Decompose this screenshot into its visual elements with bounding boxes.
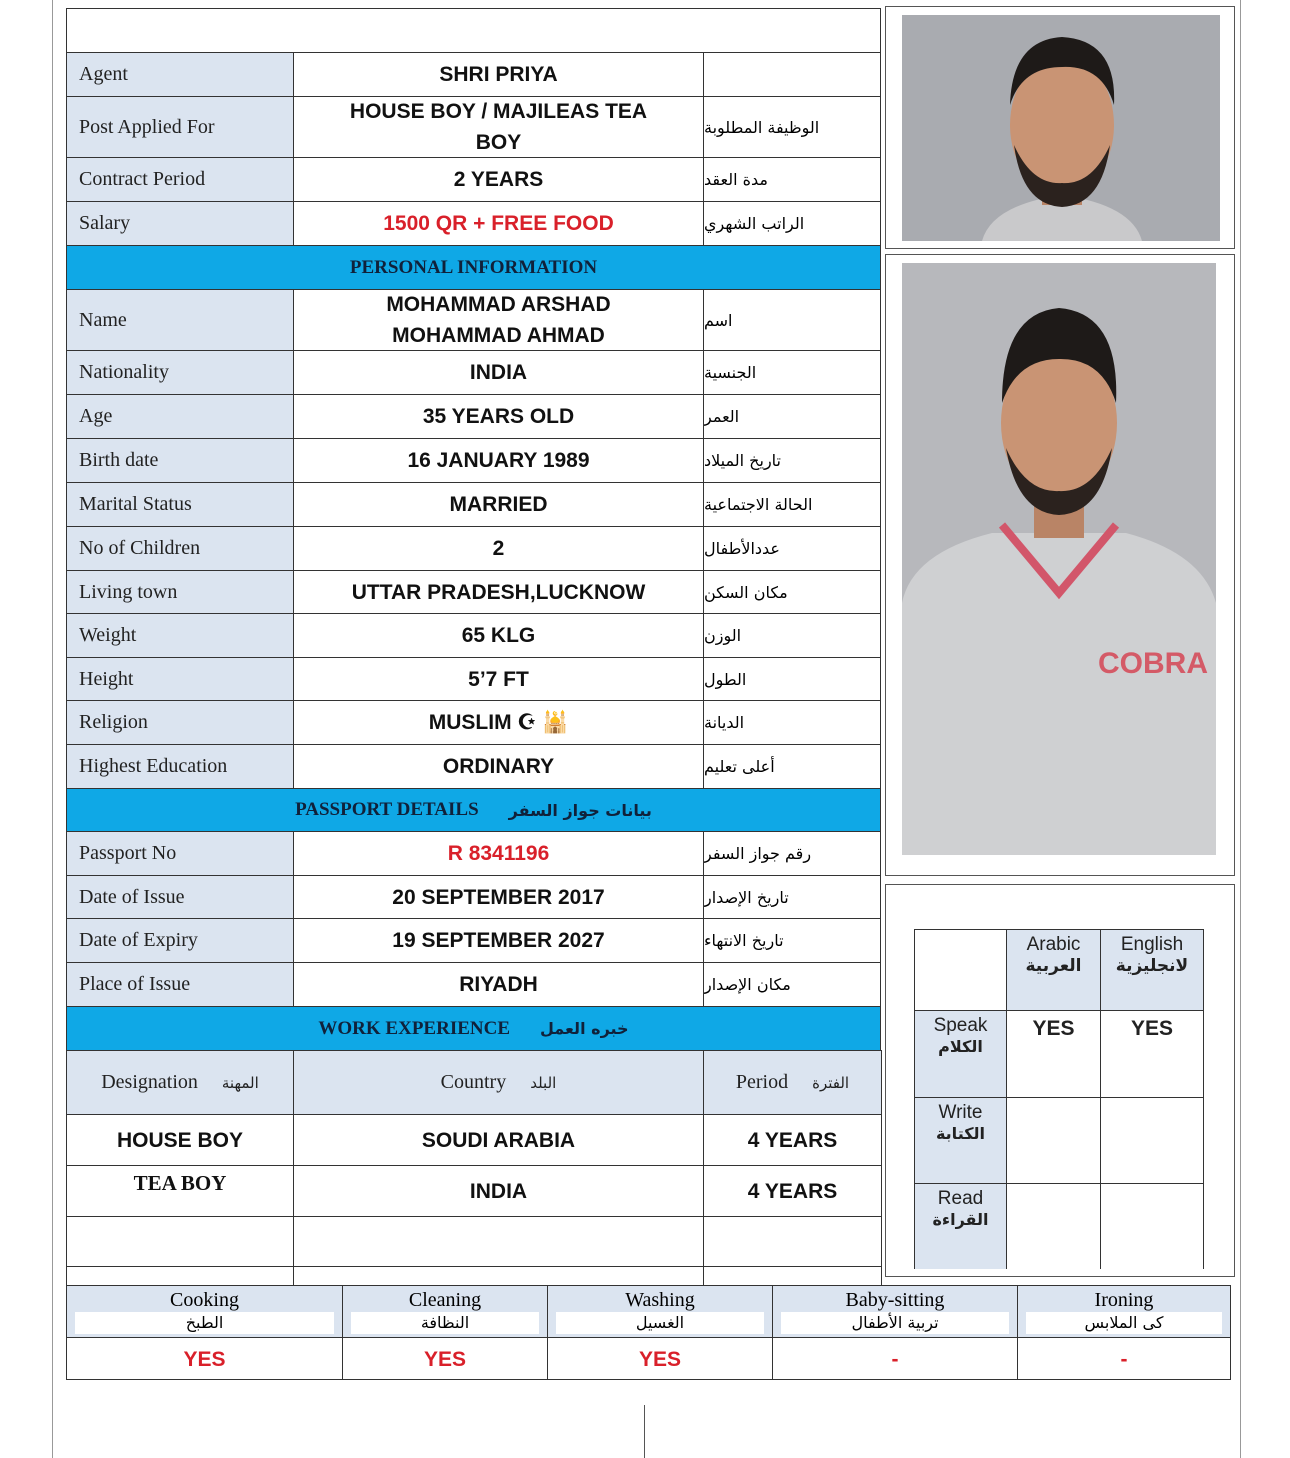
arabic-label-marital-status: الحالة الاجتماعية — [703, 482, 881, 527]
shirt-logo-text: COBRA — [1098, 647, 1208, 680]
work-blank-cell — [703, 1266, 882, 1286]
value-weight: 65 KLG — [293, 613, 704, 658]
value-place-of-issue: RIYADH — [293, 962, 704, 1007]
label-birth-date: Birth date — [66, 438, 294, 483]
skill-value-washing: YES — [547, 1337, 773, 1380]
value-agent: SHRI PRIYA — [293, 52, 704, 97]
passport-details-header — [66, 788, 881, 832]
label-contract-period: Contract Period — [66, 157, 294, 202]
column-ar: المهنة — [221, 1073, 259, 1092]
skill-header-baby-sitting — [772, 1285, 1018, 1338]
skill-row-write — [914, 1097, 1007, 1184]
value-passport-no: R 8341196 — [293, 831, 704, 876]
arabic-label-height: الطول — [703, 657, 881, 701]
arabic-label-post-applied-for: الوظيفة المطلوبة — [703, 96, 881, 158]
skill-en: Baby-sitting — [845, 1289, 945, 1311]
skill-ar: النظافة — [351, 1312, 539, 1334]
personal-information-header — [66, 245, 881, 290]
value-no-of-children: 2 — [293, 526, 704, 571]
label-religion: Religion — [66, 700, 294, 745]
work-country-cell: INDIA — [293, 1165, 704, 1217]
language-level-cell — [1100, 1183, 1204, 1269]
work-designation-cell: HOUSE BOY — [66, 1114, 294, 1166]
arabic-label-date-of-issue: تاريخ الإصدار — [703, 875, 881, 919]
label-marital-status: Marital Status — [66, 482, 294, 527]
language-level-cell — [1006, 1097, 1101, 1184]
language-level-cell — [1006, 1183, 1101, 1269]
skill-ar: تربية الأطفال — [781, 1312, 1009, 1334]
personal-information-header-en: PERSONAL INFORMATION — [349, 256, 598, 278]
skill-en: Ironing — [1094, 1289, 1154, 1311]
value-date-of-expiry: 19 SEPTEMBER 2027 — [293, 918, 704, 963]
value-contract-period: 2 YEARS — [293, 157, 704, 202]
skill-ar: الغسيل — [556, 1312, 764, 1334]
label-date-of-expiry: Date of Expiry — [66, 918, 294, 963]
arabic-label-nationality: الجنسية — [703, 350, 881, 395]
label-date-of-issue: Date of Issue — [66, 875, 294, 919]
language-ar: لانجليزية — [1115, 956, 1189, 976]
value-nationality: INDIA — [293, 350, 704, 395]
passport-details-header-ar: بيانات جواز السفر — [508, 800, 652, 820]
label-height: Height — [66, 657, 294, 701]
language-en: Arabic — [1026, 934, 1081, 955]
value-birth-date: 16 JANUARY 1989 — [293, 438, 704, 483]
work-experience-header — [66, 1006, 881, 1051]
work-period-cell — [703, 1216, 882, 1267]
arabic-label-passport-no: رقم جواز السفر — [703, 831, 881, 876]
language-level-cell — [1100, 1097, 1204, 1184]
label-living-town: Living town — [66, 570, 294, 614]
work-country-cell — [293, 1216, 704, 1267]
language-corner-cell — [914, 929, 1007, 1011]
work-designation-cell: TEA BOY — [66, 1165, 294, 1217]
fullbody-photo — [902, 263, 1216, 855]
label-passport-no: Passport No — [66, 831, 294, 876]
column-en: Period — [735, 1071, 789, 1093]
passport-details-header-en: PASSPORT DETAILS — [295, 799, 479, 820]
value-salary: 1500 QR + FREE FOOD — [293, 201, 704, 246]
skill-en: Read — [937, 1188, 984, 1209]
header-blank — [66, 8, 881, 53]
label-highest-education: Highest Education — [66, 744, 294, 789]
skill-en: Cooking — [170, 1289, 239, 1311]
label-no-of-children: No of Children — [66, 526, 294, 571]
value-name: MOHAMMAD ARSHAD MOHAMMAD AHMAD — [293, 289, 704, 351]
arabic-label-highest-education: أعلى تعليم — [703, 744, 881, 789]
skill-header-cleaning — [342, 1285, 548, 1338]
page-edge-right — [1240, 0, 1241, 1458]
language-column-arabic — [1006, 929, 1101, 1011]
photo-fullbody-frame — [885, 254, 1235, 876]
arabic-label-salary: الراتب الشهري — [703, 201, 881, 246]
arabic-label-date-of-expiry: تاريخ الانتهاء — [703, 918, 881, 963]
skill-value-cooking: YES — [66, 1337, 343, 1380]
arabic-label-agent — [703, 52, 881, 97]
work-designation-cell — [66, 1216, 294, 1267]
work-column-designation — [66, 1050, 294, 1115]
skill-header-ironing — [1017, 1285, 1231, 1338]
skill-value-cleaning: YES — [342, 1337, 548, 1380]
column-ar: الفترة — [812, 1073, 850, 1092]
language-en: English — [1120, 934, 1184, 955]
language-level-cell: YES — [1100, 1010, 1204, 1098]
language-ar: العربية — [1025, 956, 1082, 976]
label-post-applied-for: Post Applied For — [66, 96, 294, 158]
arabic-label-place-of-issue: مكان الإصدار — [703, 962, 881, 1007]
language-column-english — [1100, 929, 1204, 1011]
arabic-label-living-town: مكان السكن — [703, 570, 881, 614]
label-weight: Weight — [66, 613, 294, 658]
skill-ar: الكلام — [938, 1037, 983, 1056]
photo-headshot-frame — [885, 6, 1235, 249]
skill-value-ironing: - — [1017, 1337, 1231, 1380]
work-column-country — [293, 1050, 704, 1115]
value-living-town: UTTAR PRADESH,LUCKNOW — [293, 570, 704, 614]
work-experience-header-ar: خبره العمل — [540, 1019, 629, 1038]
skill-ar: الكتابة — [935, 1124, 986, 1143]
value-date-of-issue: 20 SEPTEMBER 2017 — [293, 875, 704, 919]
column-en: Country — [440, 1071, 507, 1093]
page-edge-left — [52, 0, 53, 1458]
column-en: Designation — [101, 1071, 198, 1093]
skill-ar: الطبخ — [75, 1312, 334, 1334]
skill-header-washing — [547, 1285, 773, 1338]
skill-ar: القراءة — [932, 1210, 989, 1229]
work-experience-header-en: WORK EXPERIENCE — [318, 1017, 511, 1039]
arabic-label-age: العمر — [703, 394, 881, 439]
value-post-applied-for: HOUSE BOY / MAJILEAS TEA BOY — [293, 96, 704, 158]
arabic-label-religion: الديانة — [703, 700, 881, 745]
headshot-photo — [902, 15, 1220, 241]
skill-row-speak — [914, 1010, 1007, 1098]
arabic-label-no-of-children: عددالأطفال — [703, 526, 881, 571]
skill-row-read — [914, 1183, 1007, 1269]
label-nationality: Nationality — [66, 350, 294, 395]
value-highest-education: ORDINARY — [293, 744, 704, 789]
label-age: Age — [66, 394, 294, 439]
arabic-label-contract-period: مدة العقد — [703, 157, 881, 202]
divider — [644, 1405, 645, 1458]
column-ar: البلد — [530, 1073, 557, 1092]
work-blank-cell — [293, 1266, 704, 1286]
work-period-cell: 4 YEARS — [703, 1165, 882, 1217]
skill-ar: کی الملابس — [1026, 1312, 1222, 1334]
skill-en: Speak — [933, 1015, 988, 1036]
arabic-label-name: اسم — [703, 289, 881, 351]
label-salary: Salary — [66, 201, 294, 246]
arabic-label-birth-date: تاريخ الميلاد — [703, 438, 881, 483]
work-column-period — [703, 1050, 882, 1115]
skill-en: Washing — [625, 1289, 695, 1311]
skill-en: Write — [938, 1102, 983, 1123]
value-height: 5’7 FT — [293, 657, 704, 701]
skill-value-baby-sitting: - — [772, 1337, 1018, 1380]
value-age: 35 YEARS OLD — [293, 394, 704, 439]
label-name: Name — [66, 289, 294, 351]
value-religion: MUSLIM ☪ 🕌 — [293, 700, 704, 745]
arabic-label-weight: الوزن — [703, 613, 881, 658]
work-country-cell: SOUDI ARABIA — [293, 1114, 704, 1166]
label-agent: Agent — [66, 52, 294, 97]
skill-en: Cleaning — [408, 1289, 482, 1311]
value-marital-status: MARRIED — [293, 482, 704, 527]
label-place-of-issue: Place of Issue — [66, 962, 294, 1007]
work-period-cell: 4 YEARS — [703, 1114, 882, 1166]
work-blank-cell — [66, 1266, 294, 1286]
skill-header-cooking — [66, 1285, 343, 1338]
language-level-cell: YES — [1006, 1010, 1101, 1098]
